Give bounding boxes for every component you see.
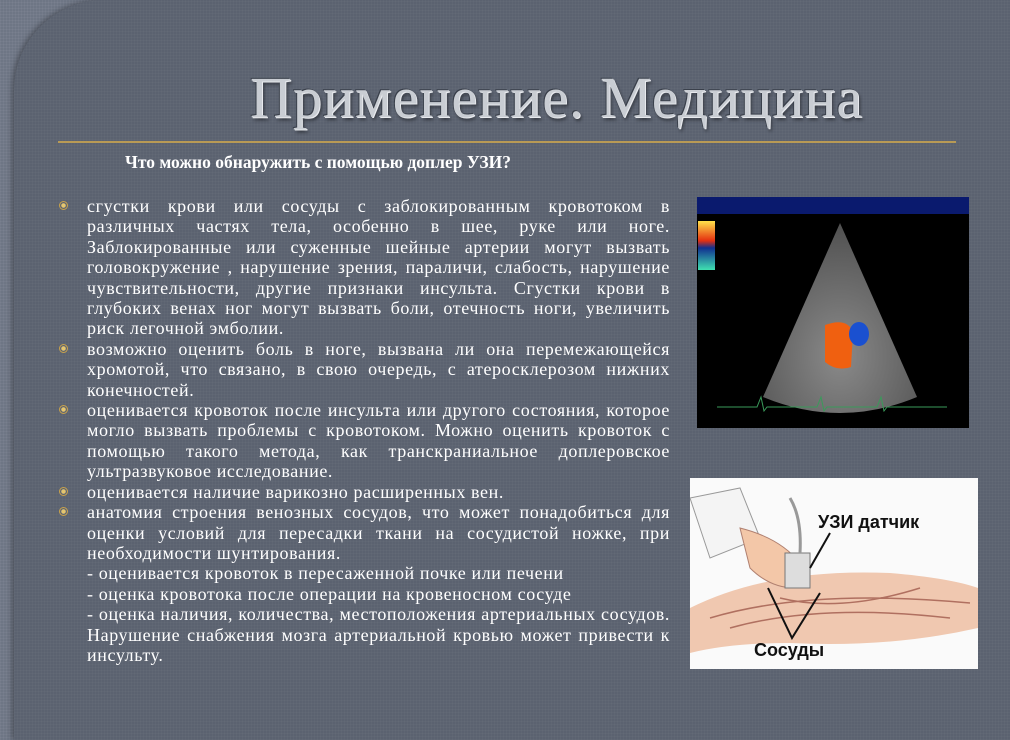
- list-item: [87, 339, 670, 400]
- bullet-text: оценивается наличие варикозно расширенных вен.: [87, 481, 504, 502]
- sub-line: - оценка наличия, количества, местоположения артериальных сосудов. Нарушение снабжения мозга артериальной кровью может привести к инсульту.: [87, 604, 670, 665]
- vessels-label: Сосуды: [754, 640, 825, 660]
- list-item: [87, 502, 670, 665]
- bullet-text: возможно оценить боль в ноге, вызвана ли она перемежающейся хромотой, что связано, в свою очередь, с атеросклерозом нижних конечностей.: [87, 338, 670, 400]
- title-divider: [58, 141, 956, 143]
- bullet-icon: [59, 487, 68, 496]
- list-item: [87, 196, 670, 339]
- bullet-icon: [59, 405, 68, 414]
- probe-label: УЗИ датчик: [818, 512, 920, 532]
- slide-title: Применение. Медицина: [250, 65, 864, 130]
- sub-line: - оценка кровотока после операции на кровеносном сосуде: [87, 583, 572, 604]
- list-item: [87, 400, 670, 482]
- sub-line: - оценивается кровоток в пересаженной почке или печени: [87, 563, 564, 584]
- bullet-text: сгустки крови или сосуды с заблокированным кровотоком в различных частях тела, особенно в шее, руке или ноге. Заблокированные или суженные шейные артерии могут вызвать головокружение , нарушение зрения, параличи, слабость, нарушение чувствительности, другие признаки инсульта. Сгустки крови в глубоких венах ног могут вызвать боли, отечность ноги, увеличить риск легочной эмболии.: [87, 196, 670, 339]
- bullet-list: [87, 196, 670, 665]
- slide-subtitle: Что можно обнаружить с помощью доплер УЗИ?: [125, 152, 512, 172]
- bullet-text: оценивается кровоток после инсульта или другого состояния, которое могло вызвать проблемы с кровотоком. Можно оценить кровоток с помощью такого метода, как транскраниальное доплеровское ультразвуковое исследование.: [87, 400, 670, 482]
- ultrasound-probe-illustration: [690, 478, 978, 669]
- list-item: [87, 482, 670, 502]
- bullet-icon: [59, 344, 68, 353]
- bullet-icon: [59, 201, 68, 210]
- doppler-ultrasound-image: [697, 197, 969, 428]
- bullet-text: анатомия строения венозных сосудов, что может понадобиться для оценки условий для пересадки ткани на сосудистой ножке, при необходимости шунтирования.: [87, 502, 670, 563]
